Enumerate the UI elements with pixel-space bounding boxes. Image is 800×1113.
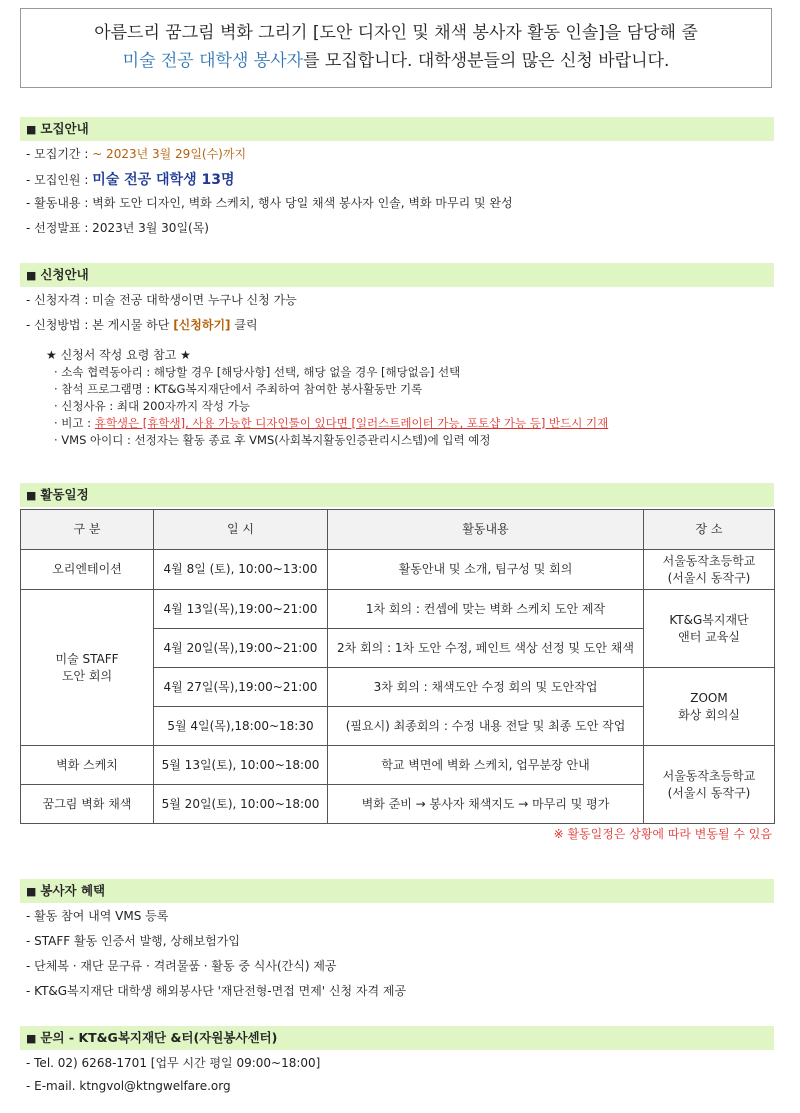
apply-method-label: - 신청방법 : 본 게시물 하단 (26, 318, 174, 332)
guide-vms: · VMS 아이디 : 선정자는 활동 종료 후 VMS(사회복지활동인증관리시스템)에 입력 예정 (54, 433, 491, 447)
guide-item: · 신청사유 : 최대 200자까지 작성 가능 (54, 399, 250, 413)
intro-box (20, 8, 772, 88)
benefit-item: - 활동 참여 내역 VMS 등록 (26, 909, 169, 923)
painting-content: 벽화 준비 → 봉사자 채색지도 → 마무리 및 평가 (328, 785, 644, 824)
section-contact (20, 1026, 774, 1050)
category-line: 미술 STAFF (55, 651, 119, 666)
schedule-table (20, 509, 775, 824)
table-header-row (21, 510, 775, 550)
recruit-announce: - 선정발표 : 2023년 3월 30일(목) (26, 221, 209, 235)
square-bullet-icon: ■ (26, 269, 37, 282)
guide-title: ★ 신청서 작성 요령 참고 ★ (46, 348, 191, 362)
place-line: 화상 회의실 (678, 707, 740, 722)
orientation-place (644, 550, 775, 590)
apply-qualification: - 신청자격 : 미술 전공 대학생이면 누구나 신청 가능 (26, 293, 297, 307)
schedule-note: ※ 활동일정은 상황에 따라 변동될 수 있음 (553, 827, 772, 841)
section-apply-title: 신청안내 (40, 267, 89, 282)
staff-date: 4월 27일(목),19:00~21:00 (154, 668, 328, 707)
contact-email[interactable]: - E-mail. ktngvol@ktngwelfare.org (26, 1079, 231, 1093)
final-place (644, 746, 775, 824)
table-row (21, 746, 775, 785)
intro-line-2-rest: 를 모집합니다. 대학생분들의 많은 신청 바랍니다. (303, 51, 670, 71)
guide-note (54, 415, 608, 431)
staff-content: (필요시) 최종회의 : 수정 내용 전달 및 최종 도안 작업 (328, 707, 644, 746)
table-row (21, 590, 775, 629)
staff-place-office (644, 590, 775, 668)
painting-category: 꿈그림 벽화 채색 (21, 785, 154, 824)
section-benefits (20, 879, 774, 903)
place-line: 서울동작초등학교 (662, 768, 756, 783)
square-bullet-icon: ■ (26, 885, 37, 898)
staff-category (21, 590, 154, 746)
place-line: 앤터 교육실 (678, 629, 740, 644)
benefit-item: - 단체복 · 재단 문구류 · 격려물품 · 활동 중 식사(간식) 제공 (26, 959, 337, 973)
intro-line-1: 아름드리 꿈그림 벽화 그리기 [도안 디자인 및 채색 봉사자 활동 인솔]을 담당해 줄 (94, 23, 698, 43)
benefit-item: - KT&G복지재단 대학생 해외봉사단 '재단전형-면접 면제' 신청 자격 제공 (26, 984, 407, 998)
section-recruit (20, 117, 774, 141)
contact-tel: - Tel. 02) 6268-1701 [업무 시간 평일 09:00~18:00] (26, 1056, 321, 1070)
sketch-date: 5월 13일(토), 10:00~18:00 (154, 746, 328, 785)
guide-item: · 소속 협력동아리 : 해당할 경우 [해당사항] 선택, 해당 없을 경우 [해당없음] 선택 (54, 365, 461, 379)
category-line: 도안 회의 (61, 668, 113, 683)
place-line: (서울시 동작구) (667, 785, 751, 800)
guide-note-label: · 비고 : (54, 416, 95, 430)
intro-line-2 (21, 47, 771, 75)
recruit-period (26, 145, 246, 162)
section-apply (20, 263, 774, 287)
recruit-period-label: - 모집기간 : (26, 147, 93, 161)
painting-date: 5월 20일(토), 10:00~18:00 (154, 785, 328, 824)
sketch-content: 학교 벽면에 벽화 스케치, 업무분장 안내 (328, 746, 644, 785)
table-row (21, 550, 775, 590)
section-benefits-title: 봉사자 혜택 (40, 883, 106, 898)
staff-date: 4월 20일(목),19:00~21:00 (154, 629, 328, 668)
section-recruit-title: 모집안내 (40, 121, 89, 136)
place-line: KT&G복지재단 (669, 612, 749, 627)
place-line: ZOOM (690, 690, 728, 705)
recruit-people (26, 169, 234, 189)
staff-date: 4월 13일(목),19:00~21:00 (154, 590, 328, 629)
apply-method (26, 316, 258, 333)
sketch-category: 벽화 스케치 (21, 746, 154, 785)
square-bullet-icon: ■ (26, 123, 37, 136)
square-bullet-icon: ■ (26, 1032, 37, 1045)
guide-item: · 참석 프로그램명 : KT&G복지재단에서 주최하여 참여한 봉사활동만 기록 (54, 382, 423, 396)
apply-method-link[interactable]: [신청하기] (173, 318, 231, 332)
recruit-people-label: - 모집인원 : (26, 173, 93, 187)
staff-place-zoom (644, 668, 775, 746)
orientation-content: 활동안내 및 소개, 팀구성 및 회의 (328, 550, 644, 590)
staff-content: 2차 회의 : 1차 도안 수정, 페인트 색상 선정 및 도안 채색 (328, 629, 644, 668)
staff-content: 3차 회의 : 채색도안 수정 회의 및 도안작업 (328, 668, 644, 707)
section-contact-title: 문의 - KT&G복지재단 &터(자원봉사센터) (40, 1030, 278, 1045)
recruit-activity: - 활동내용 : 벽화 도안 디자인, 벽화 스케치, 행사 당일 채색 봉사자 인솔, 벽화 마무리 및 완성 (26, 196, 513, 210)
benefit-item: - STAFF 활동 인증서 발행, 상해보험가입 (26, 934, 240, 948)
header-date: 일 시 (154, 510, 328, 550)
guide-note-red: 휴학생은 [휴학생], 사용 가능한 디자인툴이 있다면 [일러스트레이터 가능, 포토샵 가능 등] 반드시 기재 (94, 416, 609, 430)
header-place: 장 소 (644, 510, 775, 550)
orientation-date: 4월 8일 (토), 10:00~13:00 (154, 550, 328, 590)
recruit-period-value: ~ 2023년 3월 29일(수)까지 (92, 147, 247, 161)
square-bullet-icon: ■ (26, 489, 37, 502)
orientation-category: 오리엔테이션 (21, 550, 154, 590)
header-content: 활동내용 (328, 510, 644, 550)
staff-content: 1차 회의 : 컨셉에 맞는 벽화 스케치 도안 제작 (328, 590, 644, 629)
place-line: (서울시 동작구) (667, 570, 751, 585)
intro-highlight: 미술 전공 대학생 봉사자 (122, 51, 304, 71)
staff-date: 5월 4일(목),18:00~18:30 (154, 707, 328, 746)
section-schedule-title: 활동일정 (40, 487, 89, 502)
header-category: 구 분 (21, 510, 154, 550)
recruit-people-value: 미술 전공 대학생 13명 (92, 172, 235, 188)
place-line: 서울동작초등학교 (662, 553, 756, 568)
section-schedule (20, 483, 774, 507)
apply-method-rest: 클릭 (230, 318, 258, 332)
